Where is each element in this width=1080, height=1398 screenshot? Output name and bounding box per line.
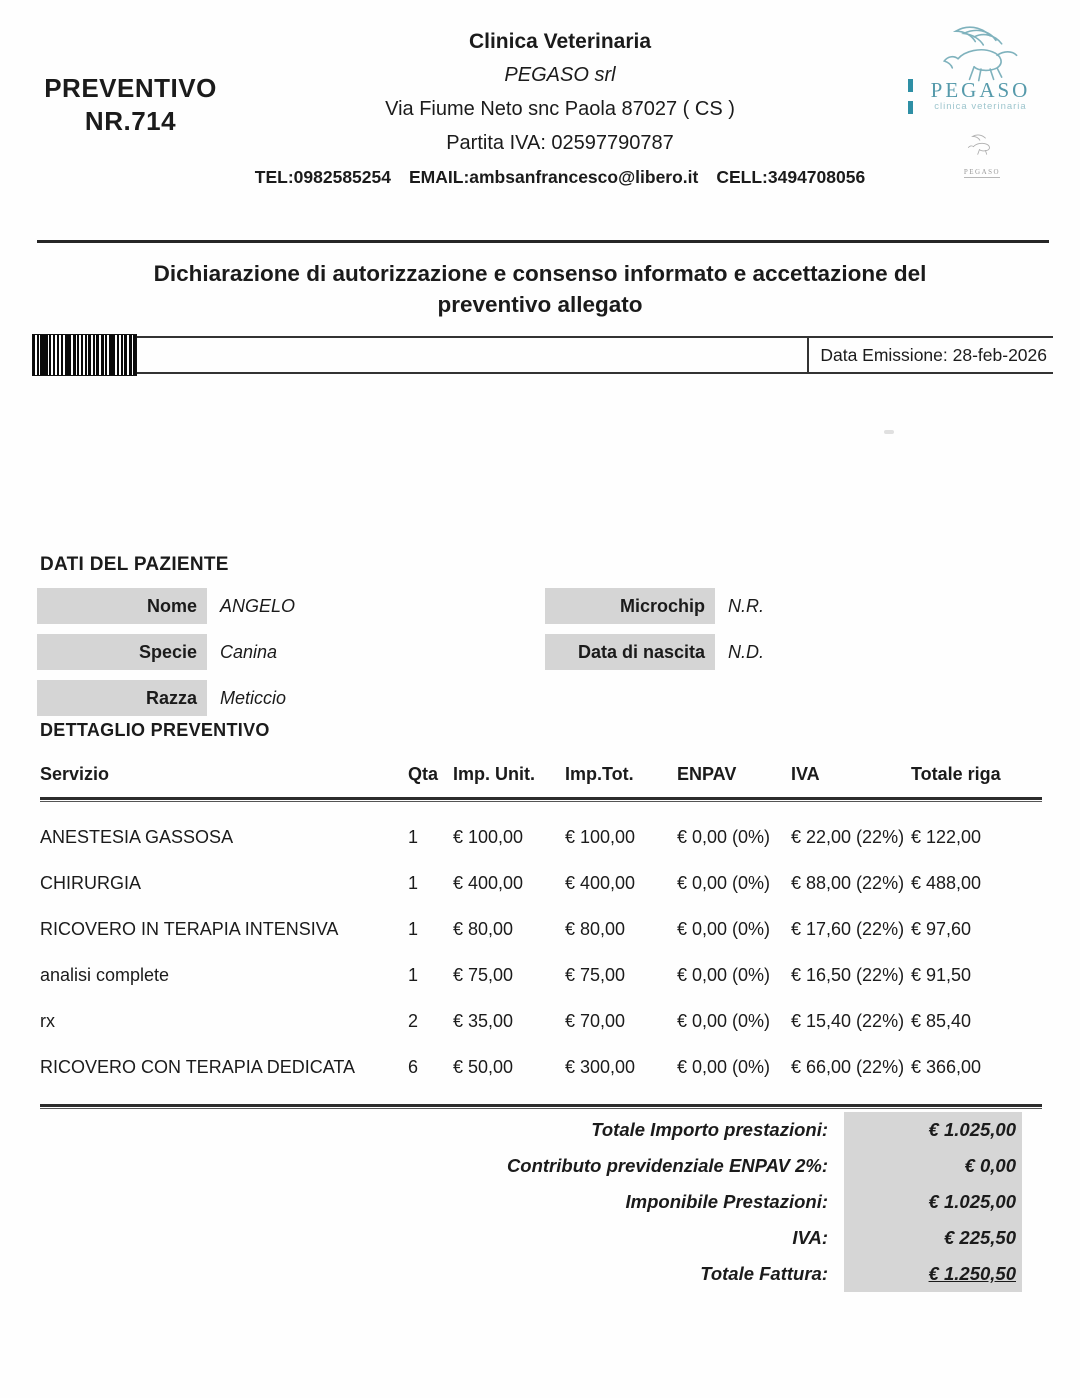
cell-unit: € 400,00 [453, 873, 524, 893]
field-value: Canina [220, 641, 278, 662]
emission-date: Data Emissione: 28-feb-2026 [820, 344, 1047, 365]
totals-row-contributo-enpav [40, 1148, 1022, 1184]
total-label: Imponibile Prestazioni: [625, 1191, 828, 1212]
table-row [40, 918, 1042, 940]
table-row [40, 964, 1042, 986]
scan-artifact [884, 430, 894, 434]
cell-service: RICOVERO CON TERAPIA DEDICATA [40, 1057, 356, 1077]
cell-total: € 100,00 [565, 827, 636, 847]
total-value: € 1.025,00 [844, 1112, 1022, 1148]
col-header-enpav: ENPAV [677, 764, 737, 784]
cell-unit: € 100,00 [453, 827, 524, 847]
total-label: Contributo previdenziale ENPAV 2%: [506, 1155, 828, 1176]
cell-row-total: € 488,00 [911, 873, 982, 893]
cell-iva: € 15,40 (22%) [791, 1011, 905, 1031]
total-value: € 0,00 [844, 1148, 1022, 1184]
cell-iva: € 88,00 (22%) [791, 873, 905, 893]
table-row [40, 872, 1042, 894]
cell-qty: 1 [408, 965, 419, 985]
field-label: Data di nascita [545, 634, 715, 670]
cell-service: CHIRURGIA [40, 873, 142, 893]
totals-row-iva [40, 1220, 1022, 1256]
total-value: € 1.250,50 [844, 1256, 1022, 1292]
header-divider [37, 240, 1049, 243]
field-label: Microchip [545, 588, 715, 624]
cell-row-total: € 91,50 [911, 965, 972, 985]
cell-qty: 1 [408, 873, 419, 893]
totals-row-imponibile [40, 1184, 1022, 1220]
table-row [40, 1056, 1042, 1078]
total-value: € 225,50 [844, 1220, 1022, 1256]
field-value: ANGELO [220, 595, 296, 616]
clinic-company: PEGASO srl [504, 64, 616, 86]
barcode-icon [33, 335, 136, 375]
cell-qty: 1 [408, 919, 419, 939]
pegasus-icon [922, 22, 1040, 84]
table-row [40, 1010, 1042, 1032]
watermark-brand-text: PEGASO [963, 168, 1001, 176]
cell-service: rx [40, 1011, 55, 1031]
cell-iva: € 66,00 (22%) [791, 1057, 905, 1077]
emission-strip [35, 336, 1053, 374]
patient-field-specie [37, 634, 295, 670]
document-type-label: PREVENTIVO [44, 73, 217, 103]
clinic-address: Via Fiume Neto snc Paola 87027 ( CS ) [385, 98, 735, 120]
patient-field-data-di-nascita [545, 634, 764, 670]
cell-unit: € 50,00 [453, 1057, 514, 1077]
totals-row-totale-fattura [40, 1256, 1022, 1292]
cell-enpav: € 0,00 (0%) [677, 919, 771, 939]
cell-total: € 80,00 [565, 919, 626, 939]
table-header-row [40, 764, 1042, 785]
document-number: NR.714 [84, 106, 177, 136]
col-header-qta: Qta [408, 764, 439, 784]
clinic-contacts [40, 167, 1080, 188]
cell-service: analisi complete [40, 965, 170, 985]
col-header-imp-tot: Imp.Tot. [565, 764, 634, 784]
logo-tagline: clinica veterinaria [934, 101, 1027, 112]
cell-qty: 1 [408, 827, 419, 847]
table-row [40, 826, 1042, 848]
declaration-title-line2: preventivo allegato [437, 292, 643, 317]
cell-row-total: € 366,00 [911, 1057, 982, 1077]
cell-enpav: € 0,00 (0%) [677, 1011, 771, 1031]
cell-iva: € 16,50 (22%) [791, 965, 905, 985]
total-label: Totale Importo prestazioni: [591, 1119, 828, 1140]
cell-iva: € 22,00 (22%) [791, 827, 905, 847]
pegasus-icon [960, 133, 1004, 156]
services-table [40, 764, 1042, 1109]
cell-unit: € 75,00 [453, 965, 514, 985]
declaration-title [80, 258, 1000, 320]
cell-total: € 400,00 [565, 873, 636, 893]
clinic-vat-number: Partita IVA: 02597790787 [446, 132, 674, 154]
cell-total: € 75,00 [565, 965, 626, 985]
cell-row-total: € 122,00 [911, 827, 982, 847]
detail-section-heading: DETTAGLIO PREVENTIVO [40, 720, 270, 740]
cell-qty: 6 [408, 1057, 419, 1077]
cell-service: RICOVERO IN TERAPIA INTENSIVA [40, 919, 339, 939]
cell-unit: € 35,00 [453, 1011, 514, 1031]
clinic-cell: CELL:3494708056 [716, 167, 866, 187]
patient-fields-right [545, 588, 764, 670]
clinic-phone: TEL:0982585254 [254, 167, 391, 187]
table-bottom-rule [40, 1104, 1042, 1109]
field-value: N.R. [728, 595, 764, 616]
cell-service: ANESTESIA GASSOSA [40, 827, 234, 847]
cell-enpav: € 0,00 (0%) [677, 1057, 771, 1077]
col-header-servizio: Servizio [40, 764, 110, 784]
clinic-email: EMAIL:ambsanfrancesco@libero.it [409, 167, 699, 187]
col-header-totale-riga: Totale riga [911, 764, 1001, 784]
clinic-logo-watermark [952, 133, 1012, 179]
cell-enpav: € 0,00 (0%) [677, 873, 771, 893]
field-value: N.D. [728, 641, 764, 662]
col-header-iva: IVA [791, 764, 820, 784]
cell-unit: € 80,00 [453, 919, 514, 939]
patient-fields-left [37, 588, 295, 716]
patient-field-microchip [545, 588, 764, 624]
document-number-block [38, 72, 223, 138]
declaration-title-line1: Dichiarazione di autorizzazione e consenso informato e accettazione del [153, 261, 927, 286]
total-value: € 1.025,00 [844, 1184, 1022, 1220]
field-label: Specie [37, 634, 207, 670]
totals-row-importo-prestazioni [40, 1112, 1022, 1148]
total-label: IVA: [792, 1227, 828, 1248]
logo-dash-icon [908, 79, 913, 92]
cell-enpav: € 0,00 (0%) [677, 965, 771, 985]
patient-field-nome [37, 588, 295, 624]
logo-dash-icon [908, 101, 913, 114]
cell-row-total: € 97,60 [911, 919, 972, 939]
field-value: Meticcio [220, 687, 287, 708]
totals-section [40, 1112, 1022, 1292]
cell-row-total: € 85,40 [911, 1011, 972, 1031]
table-header-rule [40, 797, 1042, 802]
field-label: Razza [37, 680, 207, 716]
cell-enpav: € 0,00 (0%) [677, 827, 771, 847]
patient-section-heading: DATI DEL PAZIENTE [40, 554, 229, 575]
cell-total: € 70,00 [565, 1011, 626, 1031]
emission-date-box [807, 338, 1053, 372]
field-label: Nome [37, 588, 207, 624]
cell-qty: 2 [408, 1011, 419, 1031]
cell-total: € 300,00 [565, 1057, 636, 1077]
logo-brand-text: PEGASO [930, 78, 1031, 102]
col-header-imp-unit: Imp. Unit. [453, 764, 535, 784]
clinic-logo [898, 22, 1063, 112]
patient-field-razza [37, 680, 295, 716]
cell-iva: € 17,60 (22%) [791, 919, 905, 939]
clinic-name: Clinica Veterinaria [468, 30, 652, 53]
total-label: Totale Fattura: [700, 1263, 828, 1284]
